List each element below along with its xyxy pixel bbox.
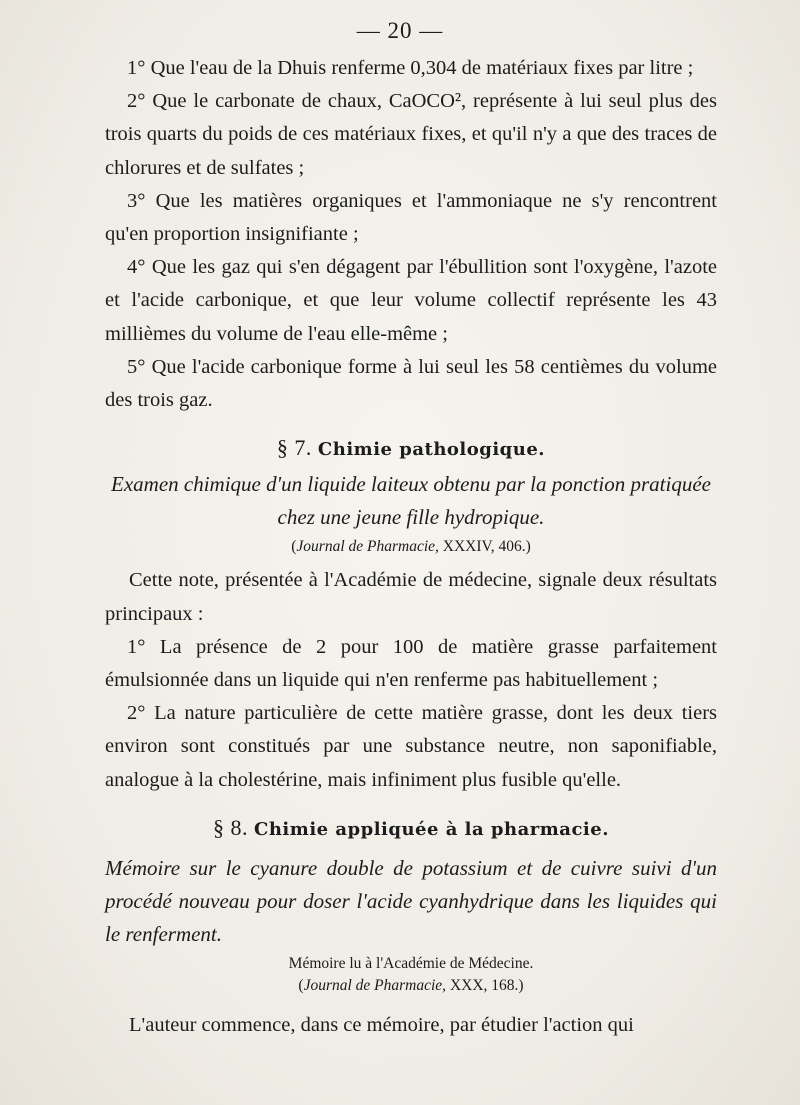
list-item-3 (105, 185, 717, 251)
section-symbol: § 7. (276, 435, 312, 461)
section-8-opening: L'auteur commence, dans ce mémoire, par étudier l'action qui (129, 1014, 634, 1037)
page-body (105, 52, 717, 1042)
list-item-1 (105, 52, 717, 85)
journal-name: Journal de Pharmacie, (303, 977, 447, 995)
journal-volume: XXX, 168. (449, 977, 519, 995)
item-number: 4° (127, 256, 146, 279)
item-text: Que les gaz qui s'en dégagent par l'ébullition sont l'oxygène, l'azote et l'acide carbonique, et que leur volume collectif représente les 43 millièmes du volume de l'eau elle-même ; (105, 256, 717, 345)
item-text: Que les matières organiques et l'ammoniaque ne s'y rencontrent qu'en proportion insignifiante ; (105, 189, 718, 246)
item-number: 1° (127, 57, 146, 79)
section-8-title: Mémoire sur le cyanure double de potassium et de cuivre suivi d'un procédé nouveau pour doser l'acide cyanhydrique dans les liquides qui le renferment. (105, 856, 717, 947)
item-number: 2° (127, 90, 146, 113)
item-number: 1° (127, 635, 146, 658)
item-number: 3° (127, 189, 146, 212)
result-item-1 (105, 631, 717, 697)
list-item-2 (105, 85, 717, 185)
section-7-heading (105, 431, 717, 466)
section-8-heading (105, 811, 717, 846)
section-7-title: Examen chimique d'un liquide laiteux obtenu par la ponction pratiquée chez une jeune fille hydropique. (111, 472, 711, 530)
item-text: La présence de 2 pour 100 de matière grasse parfaitement émulsionnée dans un liquide qui n'en renferme pas habituellement ; (105, 635, 717, 692)
section-title: Chimie pathologique. (317, 439, 546, 461)
page-number: — 20 — (356, 18, 444, 43)
section-8-memo: Mémoire lu à l'Académie de Médecine. (288, 955, 534, 973)
section-symbol: § 8. (213, 814, 249, 840)
item-number: 5° (127, 355, 146, 378)
list-item-4 (105, 251, 717, 351)
item-text: La nature particulière de cette matière grasse, dont les deux tiers environ sont constitués par une substance neutre, non saponifiable, analogue à la cholestérine, mais infiniment plus fusible qu'elle. (105, 702, 717, 791)
section-7-intro: Cette note, présentée à l'Académie de médecine, signale deux résultats principaux : (105, 569, 717, 625)
item-text: Que le carbonate de chaux, CaOCO², représente à lui seul plus des trois quarts du poids de ces matériaux fixes, et qu'il n'y a que des traces de chlorures et de sulfates ; (105, 90, 717, 179)
journal-name: Journal de Pharmacie, (296, 538, 439, 556)
item-number: 2° (127, 702, 146, 725)
result-item-2 (105, 697, 717, 797)
item-text: Que l'eau de la Dhuis renferme 0,304 de matériaux fixes par litre ; (150, 57, 694, 79)
item-text: Que l'acide carbonique forme à lui seul les 58 centièmes du volume des trois gaz. (105, 355, 717, 412)
journal-volume: XXXIV, 406. (442, 538, 526, 556)
list-item-5 (105, 351, 717, 417)
section-title: Chimie appliquée à la pharmacie. (254, 818, 609, 840)
section-7-reference: (Journal de Pharmacie, XXXIV, 406.) (291, 538, 531, 556)
section-8-reference: (Journal de Pharmacie, XXX, 168.) (298, 977, 524, 995)
